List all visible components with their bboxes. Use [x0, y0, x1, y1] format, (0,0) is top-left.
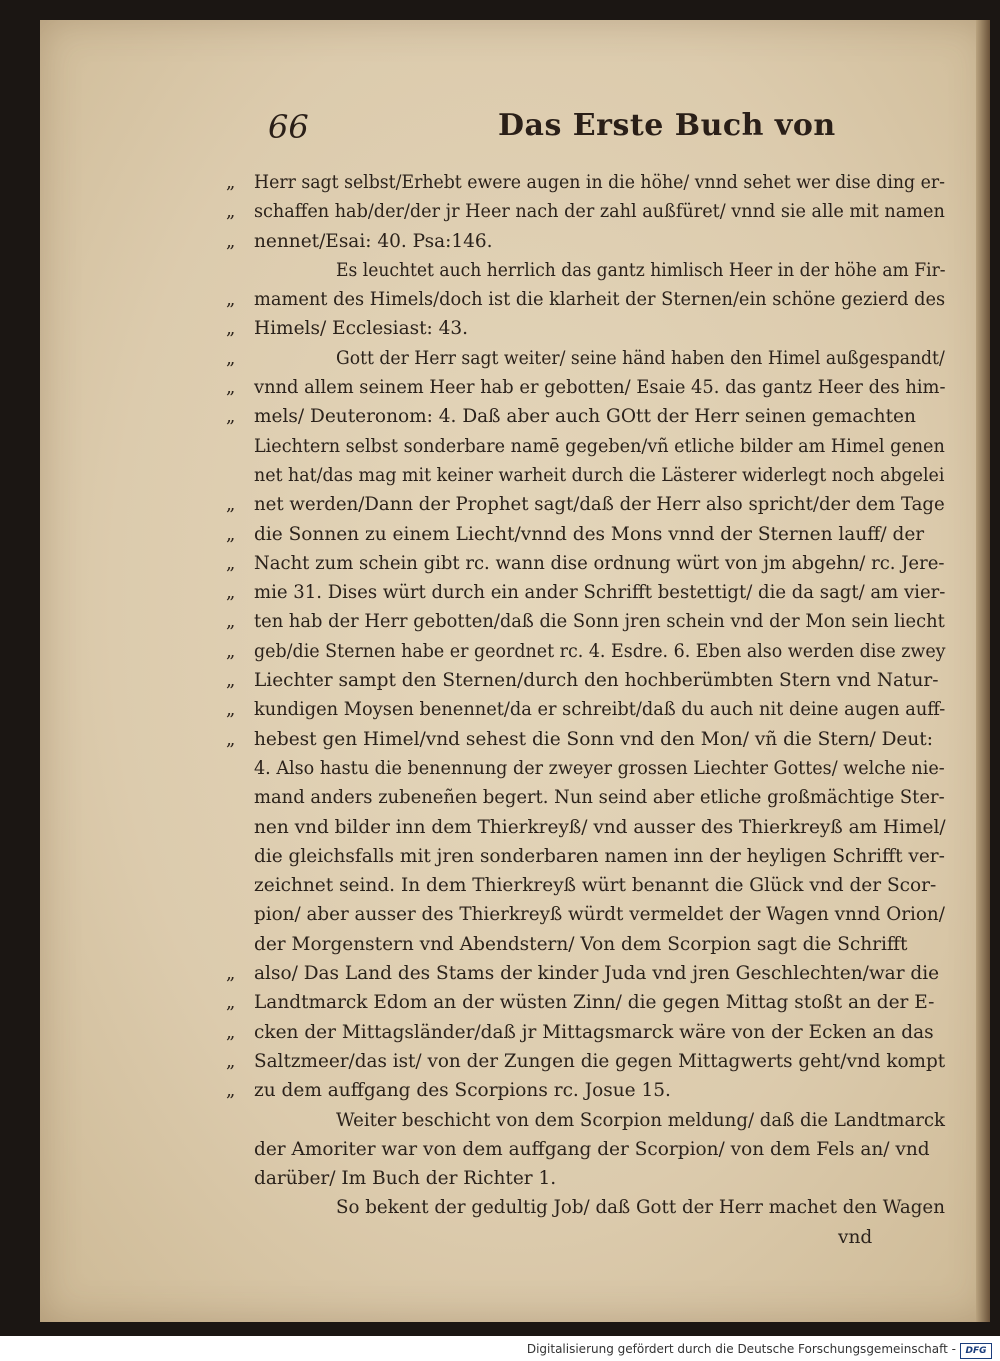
line-text: ten hab der Herr gebotten/daß die Sonn jren schein vnd der Mon sein liecht — [254, 611, 945, 633]
quotation-mark: „ — [226, 523, 236, 545]
line-text: also/ Das Land des Stams der kinder Juda vnd jren Geschlechten/war die — [254, 963, 940, 985]
quotation-mark: „ — [226, 611, 236, 633]
quotation-mark: „ — [226, 494, 236, 516]
text-line — [40, 344, 990, 373]
page-number: 66 — [268, 108, 309, 146]
running-title: Das Erste Buch von — [498, 108, 836, 143]
text-line — [40, 930, 990, 959]
line-text: die Sonnen zu einem Liecht/vnnd des Mons vnnd der Sternen lauff/ der — [254, 523, 925, 545]
line-text: zu dem auffgang des Scorpions rc. Josue 15. — [254, 1080, 671, 1102]
quotation-mark: „ — [226, 230, 236, 252]
line-text: vnd — [838, 1226, 873, 1248]
line-text: der Morgenstern vnd Abendstern/ Von dem Scorpion sagt die Schrifft — [254, 933, 908, 955]
line-text: Liechtern selbst sonderbare namē gegeben/vñ etliche bilder am Himel genen — [254, 435, 945, 457]
line-text: die gleichsfalls mit jren sonderbaren namen inn der heyligen Schrifft ver- — [254, 845, 945, 867]
quotation-mark: „ — [226, 699, 236, 721]
page-header — [40, 108, 990, 158]
text-line — [40, 1193, 990, 1222]
text-line — [40, 842, 990, 871]
quotation-mark: „ — [226, 1050, 236, 1072]
text-line — [40, 988, 990, 1017]
line-text: Es leuchtet auch herrlich das gantz himlisch Heer in der höhe am Fir- — [336, 259, 946, 281]
line-text: pion/ aber ausser des Thierkreyß würdt vermeldet der Wagen vnnd Orion/ — [254, 904, 945, 926]
line-text: net hat/das mag mit keiner warheit durch die Lästerer widerlegt noch abgelei — [254, 464, 945, 486]
text-line — [40, 520, 990, 549]
footer-credit: Digitalisierung gefördert durch die Deutsche Forschungsgemeinschaft - — [526, 1342, 956, 1356]
line-text: Himels/ Ecclesiast: 43. — [254, 318, 469, 340]
quotation-mark: „ — [226, 172, 236, 193]
text-line — [40, 1223, 990, 1252]
line-text: nen vnd bilder inn dem Thierkreyß/ vnd ausser des Thierkreyß am Himel/ — [254, 816, 946, 838]
line-text: nennet/Esai: 40. Psa:146. — [254, 230, 493, 252]
quotation-mark: „ — [226, 992, 236, 1014]
line-text: 4. Also hastu die benennung der zweyer grossen Liechter Gottes/ welche nie- — [254, 757, 945, 779]
text-line — [40, 227, 990, 256]
text-line — [40, 695, 990, 724]
text-line — [40, 754, 990, 783]
line-text: Herr sagt selbst/Erhebt ewere augen in die höhe/ vnnd sehet wer dise ding er- — [254, 172, 945, 193]
line-text: kundigen Moysen benennet/da er schreibt/daß du auch nit deine augen auff- — [254, 699, 946, 721]
text-line — [40, 1076, 990, 1105]
line-text: zeichnet seind. In dem Thierkreyß würt benannt die Glück vnd der Scor- — [254, 875, 937, 897]
text-line — [40, 432, 990, 461]
text-line — [40, 871, 990, 900]
text-line — [40, 637, 990, 666]
line-text: hebest gen Himel/vnd sehest die Sonn vnd den Mon/ vñ die Stern/ Deut: — [254, 728, 933, 750]
text-line — [40, 549, 990, 578]
text-line — [40, 256, 990, 285]
text-line — [40, 197, 990, 226]
text-line — [40, 1018, 990, 1047]
quotation-mark: „ — [226, 1080, 236, 1102]
line-text: geb/die Sternen habe er geordnet rc. 4. Esdre. 6. Eben also werden dise zwey — [254, 640, 946, 662]
text-line — [40, 578, 990, 607]
line-text: Gott der Herr sagt weiter/ seine händ haben den Himel außgespandt/ — [336, 347, 945, 369]
quotation-mark: „ — [226, 728, 236, 750]
quotation-mark: „ — [226, 670, 236, 692]
text-line — [40, 959, 990, 988]
line-text: Saltzmeer/das ist/ von der Zungen die gegen Mittagwerts geht/vnd kompt — [254, 1050, 946, 1072]
line-text: net werden/Dann der Prophet sagt/daß der Herr also spricht/der dem Tage — [254, 494, 945, 516]
line-text: Nacht zum schein gibt rc. wann dise ordnung würt von jm abgehn/ rc. Jere- — [254, 552, 945, 574]
text-line — [40, 490, 990, 519]
text-line — [40, 373, 990, 402]
text-line — [40, 1106, 990, 1135]
line-text: darüber/ Im Buch der Richter 1. — [254, 1168, 557, 1190]
text-line — [40, 666, 990, 695]
quotation-mark: „ — [226, 406, 236, 428]
text-line — [40, 168, 990, 197]
quotation-mark: „ — [226, 377, 236, 399]
line-text: Weiter beschicht von dem Scorpion meldung/ daß die Landtmarck — [336, 1109, 946, 1131]
quotation-mark: „ — [226, 289, 236, 311]
quotation-mark: „ — [226, 582, 236, 604]
line-text: mand anders zubeneñen begert. Nun seind aber etliche großmächtige Ster- — [254, 787, 945, 809]
text-line — [40, 1164, 990, 1193]
line-text: schaffen hab/der/der jr Heer nach der zahl außfüret/ vnnd sie alle mit namen — [254, 201, 945, 223]
line-text: mie 31. Dises würt durch ein ander Schrifft bestettigt/ die da sagt/ am vier- — [254, 582, 946, 604]
text-line — [40, 402, 990, 431]
line-text: der Amoriter war von dem auffgang der Scorpion/ von dem Fels an/ vnd — [254, 1138, 930, 1160]
text-line — [40, 461, 990, 490]
text-line — [40, 783, 990, 812]
quotation-mark: „ — [226, 963, 236, 985]
text-line — [40, 314, 990, 343]
text-line — [40, 607, 990, 636]
quotation-mark: „ — [226, 552, 236, 574]
quotation-mark: „ — [226, 1021, 236, 1043]
line-text: vnnd allem seinem Heer hab er gebotten/ Esaie 45. das gantz Heer des him- — [254, 377, 946, 399]
quotation-mark: „ — [226, 640, 236, 662]
footer-bar — [0, 1340, 1000, 1361]
line-text: So bekent der gedultig Job/ daß Gott der Herr machet den Wagen — [336, 1197, 945, 1219]
line-text: Landtmarck Edom an der wüsten Zinn/ die gegen Mittag stoßt an der E- — [254, 992, 935, 1014]
dfg-logo: DFG — [960, 1343, 992, 1359]
line-text: cken der Mittagsländer/daß jr Mittagsmarck wäre von der Ecken an das — [254, 1021, 934, 1043]
text-line — [40, 725, 990, 754]
text-line — [40, 1047, 990, 1076]
text-line — [40, 900, 990, 929]
line-text: Liechter sampt den Sternen/durch den hochberümbten Stern vnd Natur- — [254, 670, 939, 692]
text-line — [40, 285, 990, 314]
quotation-mark: „ — [226, 201, 236, 223]
quotation-mark: „ — [226, 318, 236, 340]
quotation-mark: „ — [226, 347, 236, 369]
line-text: mels/ Deuteronom: 4. Daß aber auch GOtt der Herr seinen gemachten — [254, 406, 916, 428]
text-line — [40, 1135, 990, 1164]
text-line — [40, 813, 990, 842]
text-block — [40, 168, 990, 1252]
book-page — [40, 20, 990, 1322]
line-text: mament des Himels/doch ist die klarheit der Sternen/ein schöne gezierd des — [254, 289, 946, 311]
